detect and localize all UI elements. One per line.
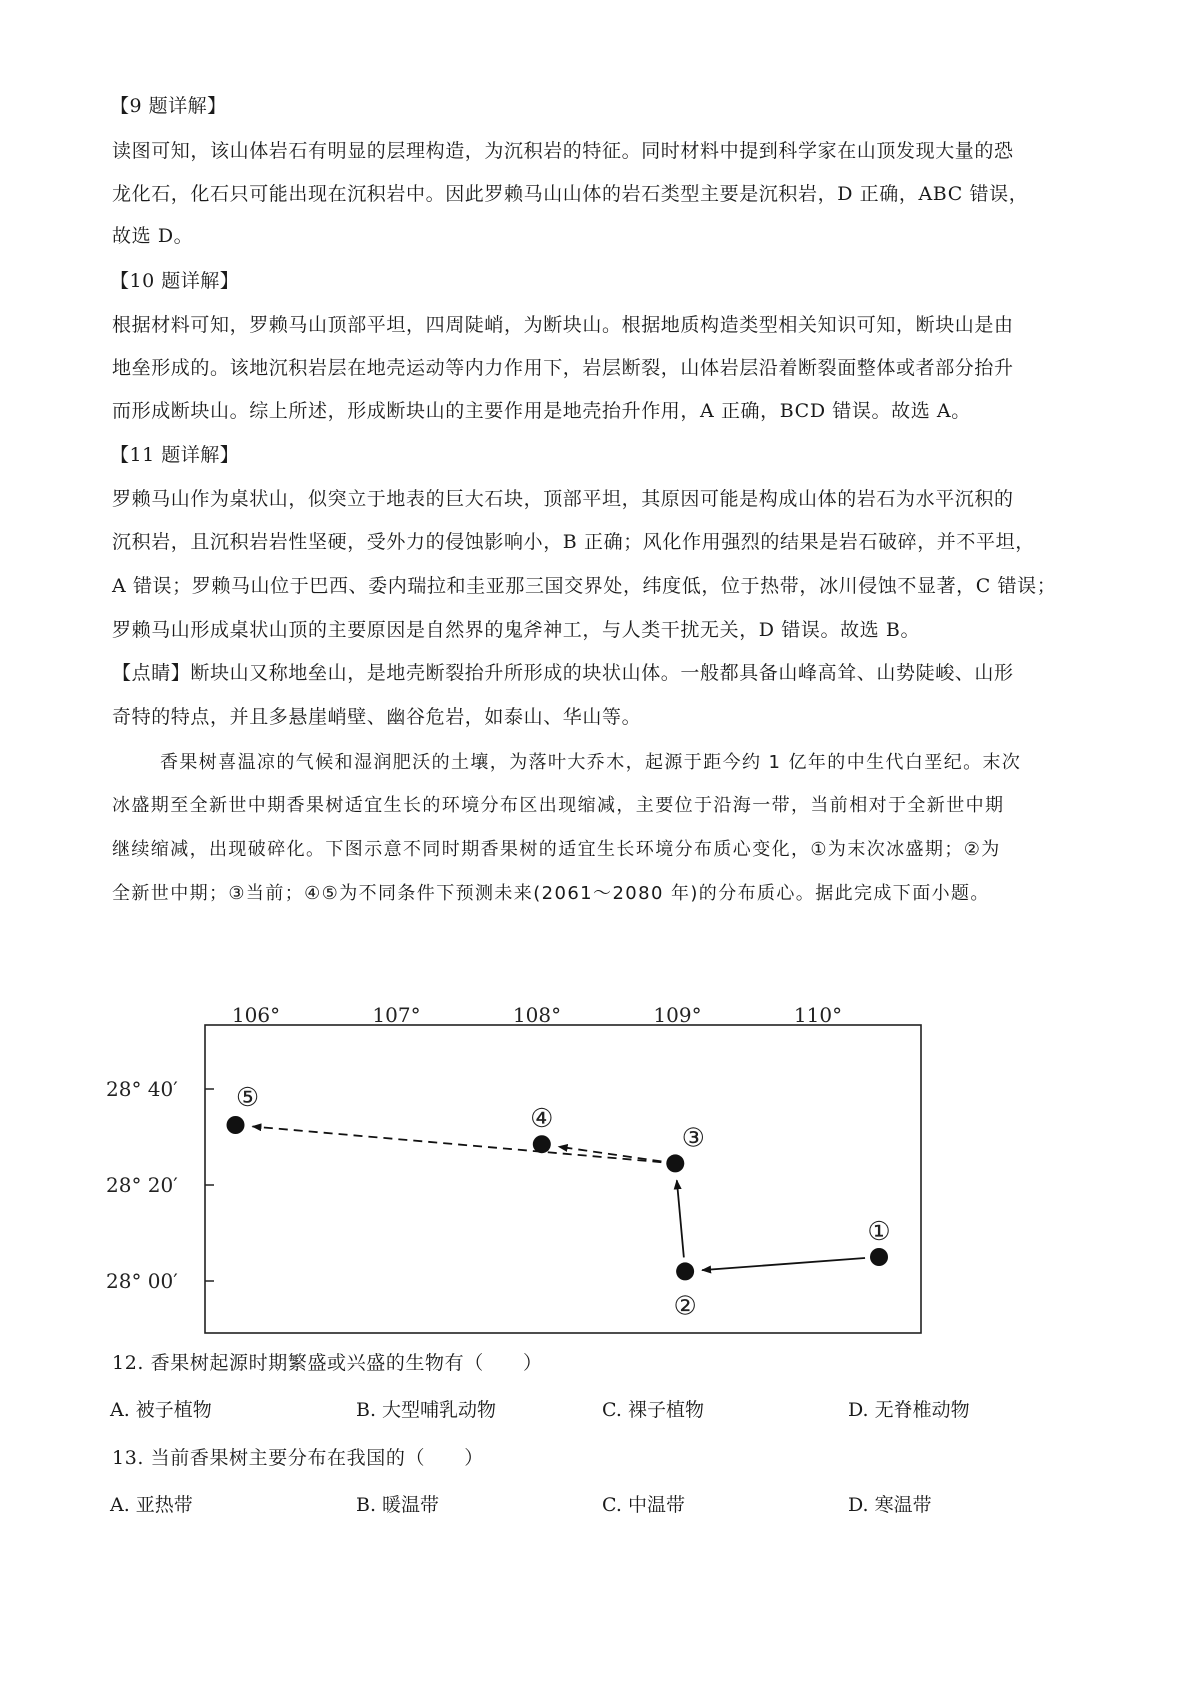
point-label: ③ (681, 1123, 705, 1154)
arrow-dashed (559, 1147, 662, 1162)
point-label: ⑤ (235, 1083, 260, 1113)
q12-option-b[interactable]: B. 大型哺乳动物 (356, 1399, 497, 1421)
point-label: ④ (530, 1104, 554, 1135)
q13-stem: 13. 当前香果树主要分布在我国的（ ） (112, 1447, 484, 1469)
q11-line-2: 沉积岩，且沉积岩岩性坚硬，受外力的侵蚀影响小，B 正确；风化作用强烈的结果是岩石破碎，并不平坦， (112, 531, 1035, 553)
q13-option-d[interactable]: D. 寒温带 (848, 1494, 932, 1516)
centroid-point (666, 1154, 684, 1172)
chart-frame (205, 1025, 921, 1333)
x-tick-label: 107° (372, 1003, 421, 1027)
point-label: ① (867, 1217, 891, 1247)
arrow-solid (702, 1258, 865, 1270)
q12-option-d[interactable]: D. 无脊椎动物 (848, 1399, 970, 1421)
q9-header: 【9 题详解】 (110, 95, 227, 117)
x-tick-label: 110° (793, 1003, 843, 1027)
x-tick-label: 109° (653, 1003, 702, 1027)
q13-option-c[interactable]: C. 中温带 (602, 1494, 685, 1516)
q10-header: 【10 题详解】 (110, 270, 240, 292)
material-line-3: 继续缩减，出现破碎化。下图示意不同时期香果树的适宜生长环境分布质心变化，①为末次冰盛期；②为 (112, 839, 1001, 860)
q11-line-4: 罗赖马山形成桌状山顶的主要原因是自然界的鬼斧神工，与人类干扰无关，D 错误。故选 B。 (112, 619, 921, 641)
tip-line-1: 【点睛】断块山又称地垒山，是地壳断裂抬升所形成的块状山体。一般都具备山峰高耸、山势陡峻、山形 (112, 662, 1014, 684)
q12-option-c[interactable]: C. 裸子植物 (602, 1399, 704, 1421)
material-line-4: 全新世中期；③当前；④⑤为不同条件下预测未来(2061～2080 年)的分布质心。据此完成下面小题。 (112, 883, 990, 904)
q11-line-1: 罗赖马山作为桌状山，似突立于地表的巨大石块，顶部平坦，其原因可能是构成山体的岩石为水平沉积的 (112, 488, 1014, 510)
q9-line-1: 读图可知，该山体岩石有明显的层理构造，为沉积岩的特征。同时材料中提到科学家在山顶发现大量的恐 (112, 140, 1014, 162)
y-tick-label: 28° 20′ (106, 1173, 178, 1197)
centroid-point (533, 1135, 551, 1153)
q11-line-3: A 错误；罗赖马山位于巴西、委内瑞拉和圭亚那三国交界处，纬度低，位于热带，冰川侵蚀不显著，C 错误； (112, 575, 1057, 597)
centroid-point (676, 1262, 694, 1280)
x-tick-label: 106° (231, 1003, 281, 1027)
q12-option-a[interactable]: A. 被子植物 (110, 1399, 212, 1421)
q13-option-a[interactable]: A. 亚热带 (110, 1494, 193, 1516)
arrow-dashed (252, 1126, 661, 1162)
q12-stem: 12. 香果树起源时期繁盛或兴盛的生物有（ ） (112, 1352, 543, 1374)
x-tick-label: 108° (512, 1003, 562, 1027)
material-line-1: 香果树喜温凉的气候和湿润肥沃的土壤，为落叶大乔木，起源于距今约 1 亿年的中生代白垩纪。末次 (160, 752, 1022, 773)
q10-line-2: 地垒形成的。该地沉积岩层在地壳运动等内力作用下，岩层断裂，山体岩层沿着断裂面整体或者部分抬升 (112, 357, 1014, 379)
centroid-point (227, 1116, 245, 1134)
material-line-2: 冰盛期至全新世中期香果树适宜生长的环境分布区出现缩减，主要位于沿海一带，当前相对于全新世中期 (112, 795, 1005, 816)
q10-line-3: 而形成断块山。综上所述，形成断块山的主要作用是地壳抬升作用，A 正确，BCD 错误。故选 A。 (112, 400, 971, 422)
centroid-point (870, 1248, 888, 1266)
tip-line-2: 奇特的特点，并且多悬崖峭壁、幽谷危岩，如泰山、华山等。 (112, 706, 642, 728)
q9-line-2: 龙化石，化石只可能出现在沉积岩中。因此罗赖马山山体的岩石类型主要是沉积岩，D 正确，ABC 错误， (112, 183, 1029, 205)
q9-line-3: 故选 D。 (112, 225, 194, 247)
y-tick-label: 28° 00′ (106, 1269, 178, 1293)
q11-header: 【11 题详解】 (110, 444, 240, 466)
q10-line-1: 根据材料可知，罗赖马山顶部平坦，四周陡峭，为断块山。根据地质构造类型相关知识可知，断块山是由 (112, 314, 1014, 336)
point-label: ② (673, 1291, 697, 1322)
y-tick-label: 28° 40′ (106, 1077, 178, 1101)
arrow-solid (677, 1180, 684, 1257)
q13-option-b[interactable]: B. 暖温带 (356, 1494, 440, 1516)
